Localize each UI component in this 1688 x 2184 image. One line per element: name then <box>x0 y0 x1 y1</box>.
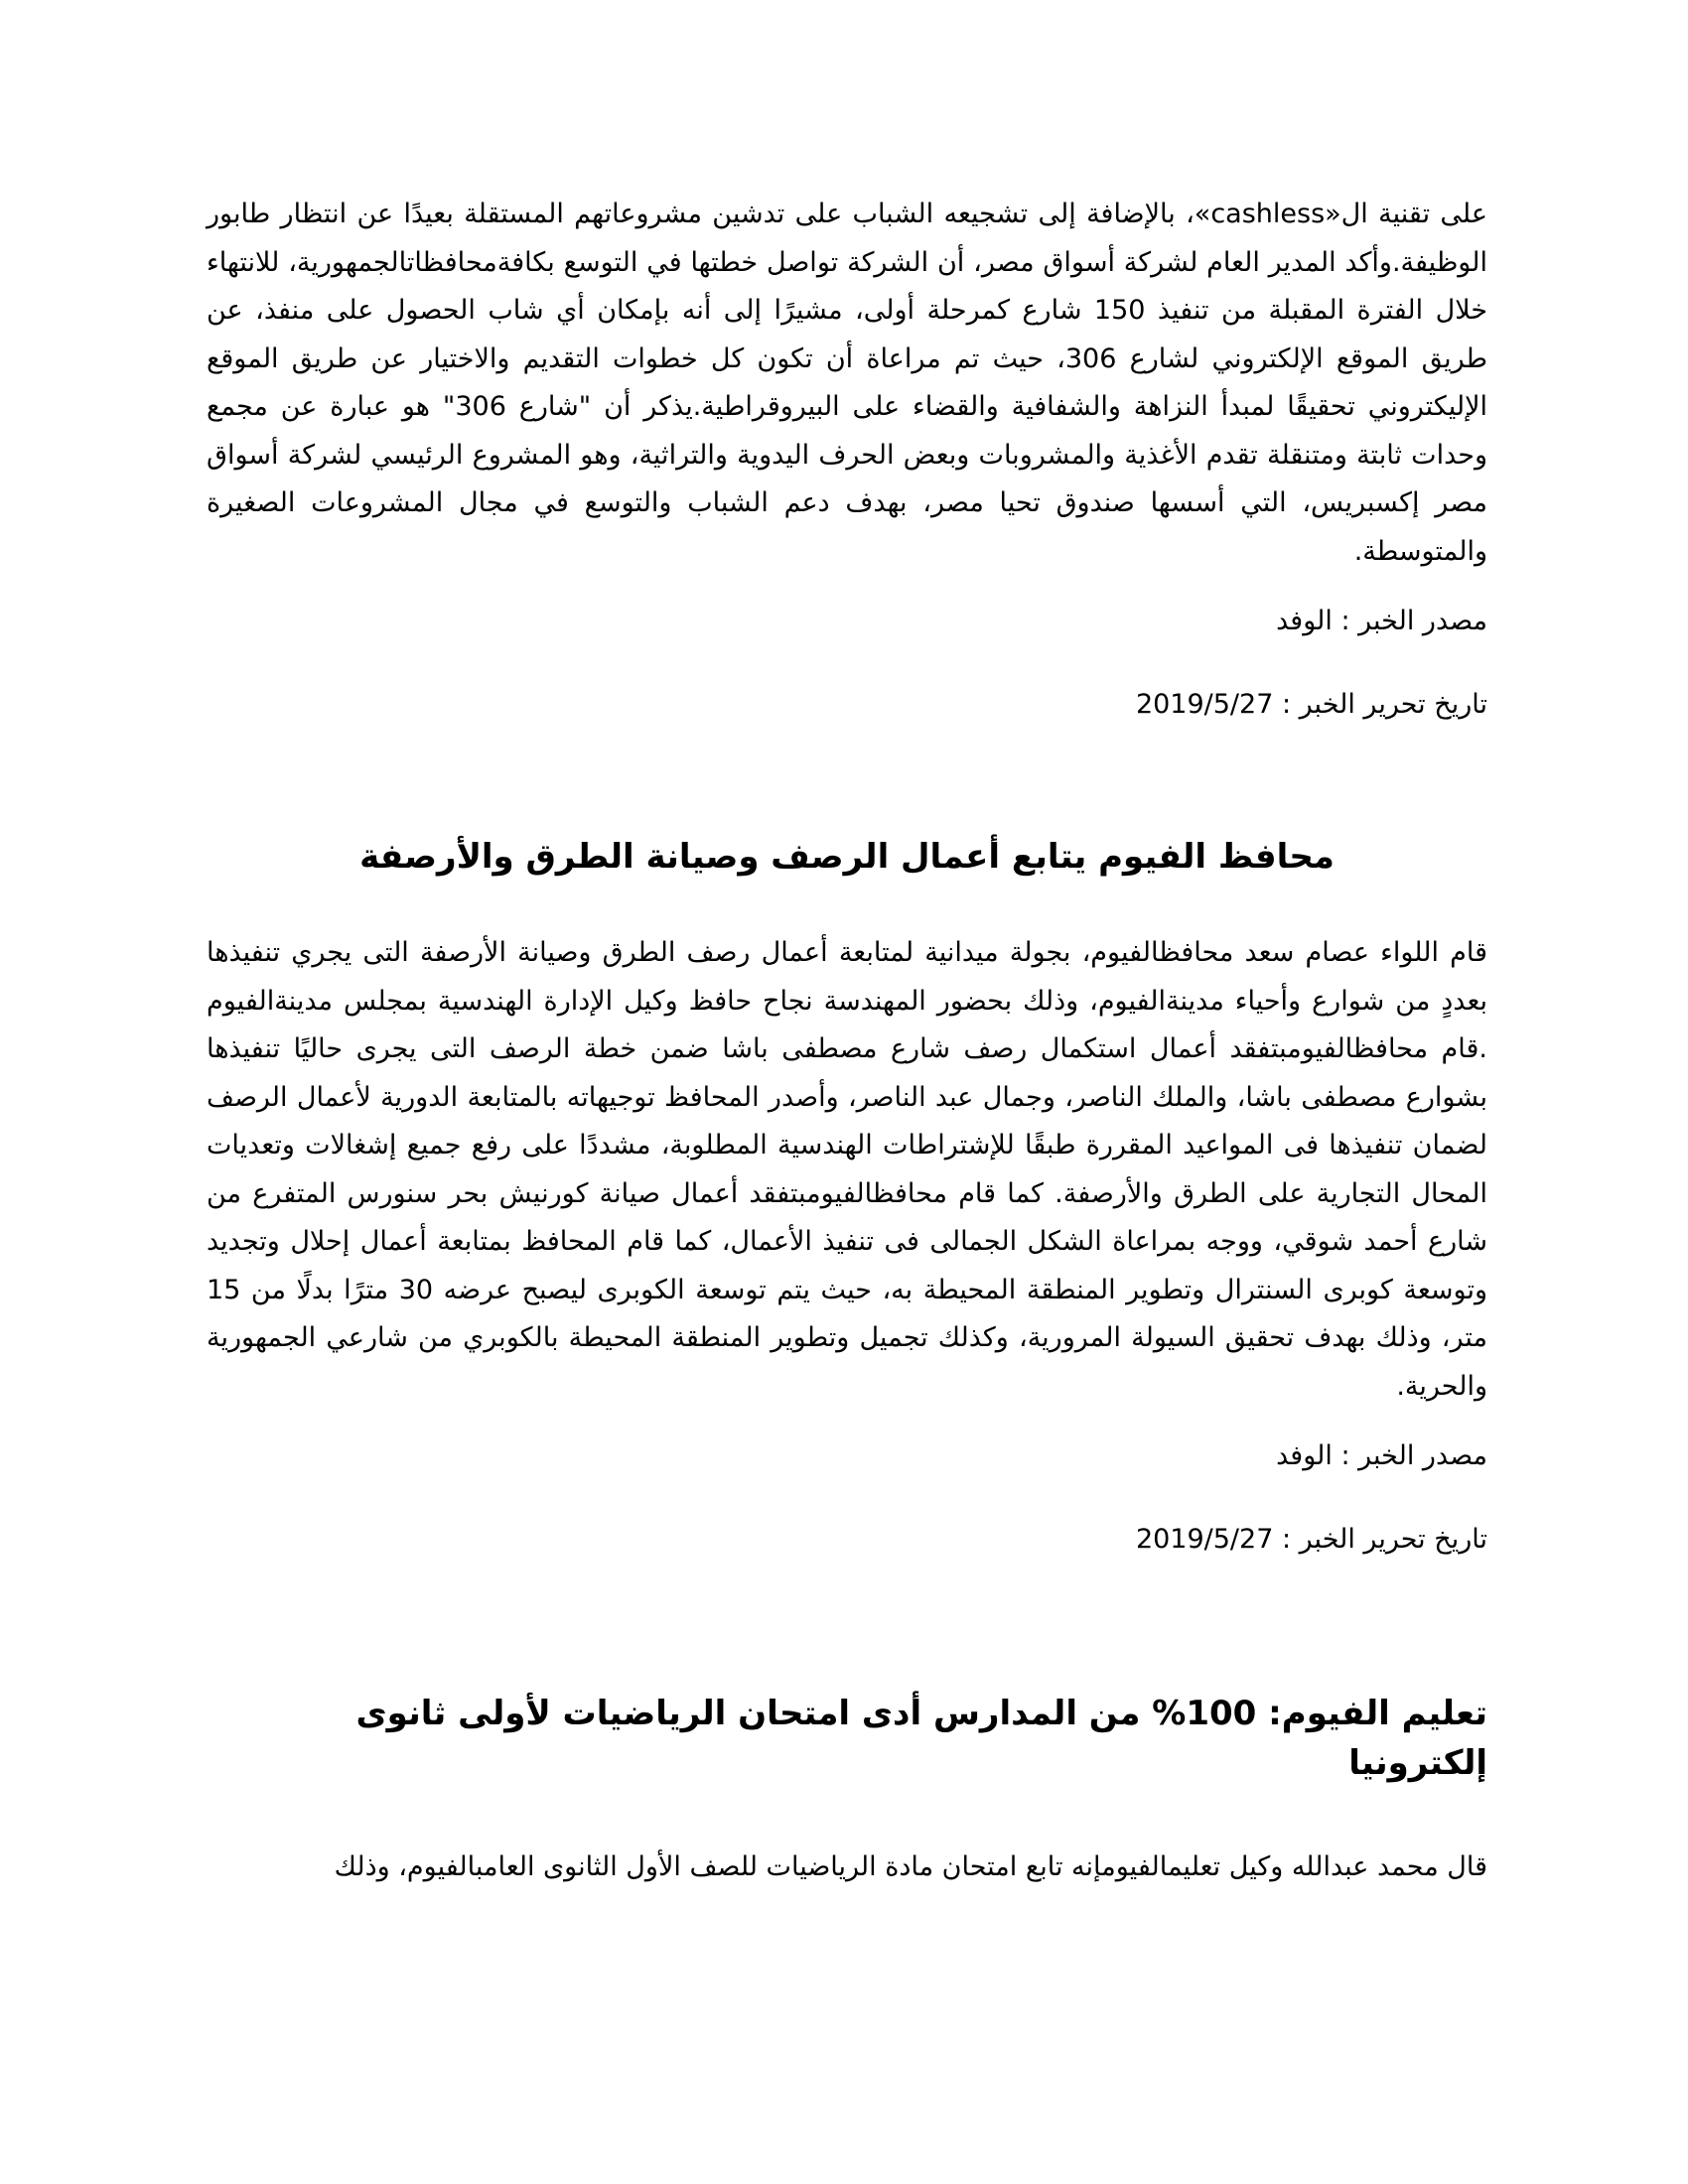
article-2-paragraph: قام اللواء عصام سعد محافظالفيوم، بجولة ميدانية لمتابعة أعمال رصف الطرق وصيانة الأرصفة التى يجري تنفيذها بعددٍ من شوارع وأحياء مدينةالفيوم، وذلك بحضور المهندسة نجاح حافظ وكيل الإدارة الهندسية بمجلس مدينةالفيوم .قام محافظالفيومبتفقد أعمال استكمال رصف شارع مصطفى باشا ضمن خطة الرصف التى يجرى حاليًا تنفيذها بشوارع مصطفى باشا، والملك الناصر، وجمال عبد الناصر، وأصدر المحافظ توجيهاته بالمتابعة الدورية لأعمال الرصف لضمان تنفيذها فى المواعيد المقررة طبقًا للإشتراطات الهندسية المطلوبة، مشددًا على رفع جميع إشغالات وتعديات المحال التجارية على الطرق والأرصفة. كما قام محافظالفيومبتفقد أعمال صيانة كورنيش بحر سنورس المتفرع من شارع أحمد شوقي، ووجه بمراعاة الشكل الجمالى فى تنفيذ الأعمال، كما قام المحافظ بمتابعة أعمال إحلال وتجديد وتوسعة كوبرى السنترال وتطوير المنطقة المحيطة به، حيث يتم توسعة الكوبرى ليصبح عرضه 30 مترًا بدلًا من 15 متر، وذلك بهدف تحقيق السيولة المرورية، وكذلك تجميل وتطوير المنطقة المحيطة بالكوبري من شارعي الجمهورية والحرية. <box>207 937 1487 1402</box>
article-2-source: مصدر الخبر : الوفد <box>1276 1440 1487 1471</box>
article-1-date: تاريخ تحرير الخبر : 2019/5/27 <box>1135 689 1487 720</box>
article-2-title: محافظ الفيوم يتابع أعمال الرصف وصيانة الطرق والأرصفة <box>359 837 1335 877</box>
article-3-paragraph: قال محمد عبدالله وكيل تعليمالفيومإنه تابع امتحان مادة الرياضيات للصف الأول الثانوى العامبالفيوم، وذلك <box>334 1851 1487 1882</box>
article-1-paragraph: على تقنية ال«cashless»، بالإضافة إلى تشجيعه الشباب على تدشين مشروعاتهم المستقلة بعيدًا عن انتظار طابور الوظيفة.وأكد المدير العام لشركة أسواق مصر، أن الشركة تواصل خطتها في التوسع بكافةمحافظاتالجمهورية، للانتهاء خلال الفترة المقبلة من تنفيذ 150 شارع كمرحلة أولى، مشيرًا إلى أنه بإمكان أي شاب الحصول على منفذ، عن طريق الموقع الإلكتروني لشارع 306، حيث تم مراعاة أن تكون كل خطوات التقديم والاختيار عن طريق الموقع الإليكتروني تحقيقًا لمبدأ النزاهة والشفافية والقضاء على البيروقراطية.يذكر أن "شارع 306" هو عبارة عن مجمع وحدات ثابتة ومتنقلة تقدم الأغذية والمشروبات وبعض الحرف اليدوية والتراثية، وهو المشروع الرئيسي لشركة أسواق مصر إكسبريس، التي أسسها صندوق تحيا مصر، بهدف دعم الشباب والتوسع في مجال المشروعات الصغيرة والمتوسطة. <box>207 199 1488 567</box>
article-2-date: تاريخ تحرير الخبر : 2019/5/27 <box>1135 1524 1487 1555</box>
document-page <box>207 191 1487 1892</box>
article-3-title: تعليم الفيوم: 100% من المدارس أدى امتحان الرياضيات لأولى ثانوى إلكترونيا <box>355 1694 1487 1783</box>
article-1-source: مصدر الخبر : الوفد <box>1276 606 1487 636</box>
